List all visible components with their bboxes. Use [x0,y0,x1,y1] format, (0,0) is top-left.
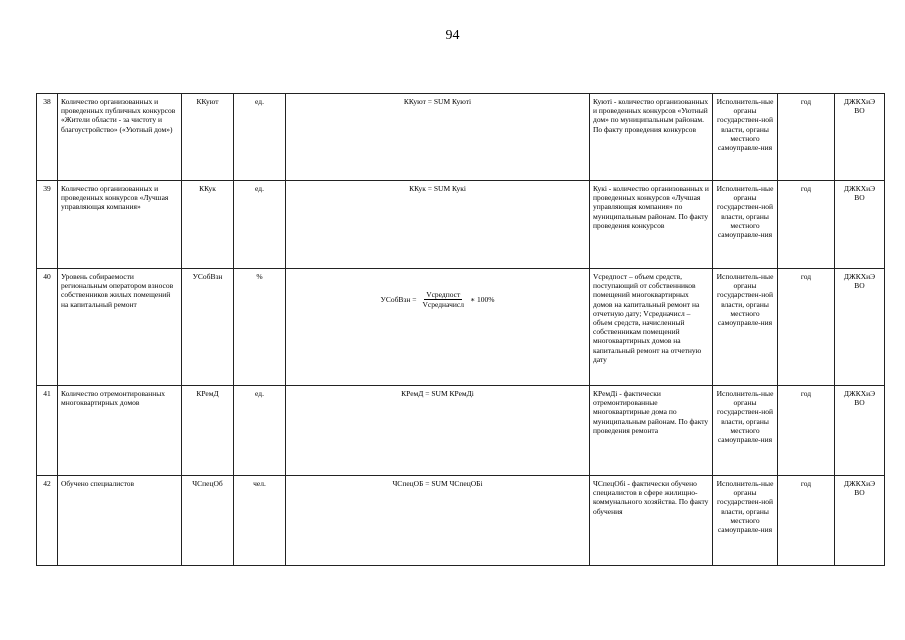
formula [286,269,590,386]
description: Кукi - количество организованных и проведенных конкурсов «Лучшая управляющая компания» по муниципальным районам. По факту проведения конкурсов [590,181,713,269]
formula: ЧСпецОБ = SUM ЧСпецОБi [286,476,590,566]
period: год [778,94,835,181]
responsible: Исполнитель-ные органы государствен-ной власти, органы местного самоуправле-ния [713,476,778,566]
table-row [37,181,885,269]
formula-lhs: УСобВзн = [380,295,417,305]
unit: % [234,269,286,386]
period: год [778,269,835,386]
source: ДЖКХиЭ ВО [835,386,885,476]
unit: ед. [234,181,286,269]
formula-rhs: ∗ 100% [469,295,495,305]
indicator-name: Количество отремонтированных многоквартирных домов [58,386,182,476]
indicator-code: ЧСпецОб [182,476,234,566]
formula: КРемД = SUM КРемДi [286,386,590,476]
period: год [778,476,835,566]
source: ДЖКХиЭ ВО [835,269,885,386]
row-number: 39 [37,181,58,269]
responsible: Исполнитель-ные органы государствен-ной власти, органы местного самоуправле-ния [713,269,778,386]
source: ДЖКХиЭ ВО [835,94,885,181]
table-row [37,94,885,181]
period: год [778,181,835,269]
description: Vсредпост – объем средств, поступающий от собственников помещений многоквартирных домов на капитальный ремонт на отчетную дату; Vсредначисл – объем средств, начисленный собственникам помещений многоквартирных домов на капитальный ремонт на отчетную дату [590,269,713,386]
fraction-formula [381,290,495,309]
unit: чел. [234,476,286,566]
period: год [778,386,835,476]
description: КРемДi - фактически отремонтированные многоквартирные дома по муниципальным районам. По факту проведения ремонта [590,386,713,476]
indicator-code: ККуют [182,94,234,181]
fraction [421,290,466,309]
indicator-name: Уровень собираемости региональным оператором взносов собственников жилых помещений на капитальный ремонт [58,269,182,386]
source: ДЖКХиЭ ВО [835,476,885,566]
description: Куютi - количество организованных и проведенных конкурсов «Уютный дом» по муниципальным районам. По факту проведения конкурсов [590,94,713,181]
row-number: 41 [37,386,58,476]
row-number: 40 [37,269,58,386]
page-number: 94 [445,28,460,43]
unit: ед. [234,94,286,181]
description: ЧСпецОбi - фактически обучено специалистов в сфере жилищно-коммунального хозяйства. По факту обучения [590,476,713,566]
responsible: Исполнитель-ные органы государствен-ной власти, органы местного самоуправле-ния [713,94,778,181]
table-row [37,269,885,386]
source: ДЖКХиЭ ВО [835,181,885,269]
unit: ед. [234,386,286,476]
formula: ККуют = SUM Куютi [286,94,590,181]
indicator-name: Количество организованных и проведенных конкурсов «Лучшая управляющая компания» [58,181,182,269]
table-row [37,476,885,566]
fraction-numerator: Vсредпост [426,290,461,299]
indicator-name: Обучено специалистов [58,476,182,566]
indicator-name: Количество организованных и проведенных публичных конкурсов «Жители области - за чистоту и благоустройство» («Уютный дом») [58,94,182,181]
row-number: 42 [37,476,58,566]
formula: ККук = SUM Кукi [286,181,590,269]
indicators-table [36,93,885,566]
responsible: Исполнитель-ные органы государствен-ной власти, органы местного самоуправле-ния [713,181,778,269]
table-row [37,386,885,476]
row-number: 38 [37,94,58,181]
indicator-code: КРемД [182,386,234,476]
indicator-code: ККук [182,181,234,269]
fraction-denominator: Vсредначисл [422,300,464,310]
indicator-code: УСобВзн [182,269,234,386]
responsible: Исполнитель-ные органы государствен-ной власти, органы местного самоуправле-ния [713,386,778,476]
